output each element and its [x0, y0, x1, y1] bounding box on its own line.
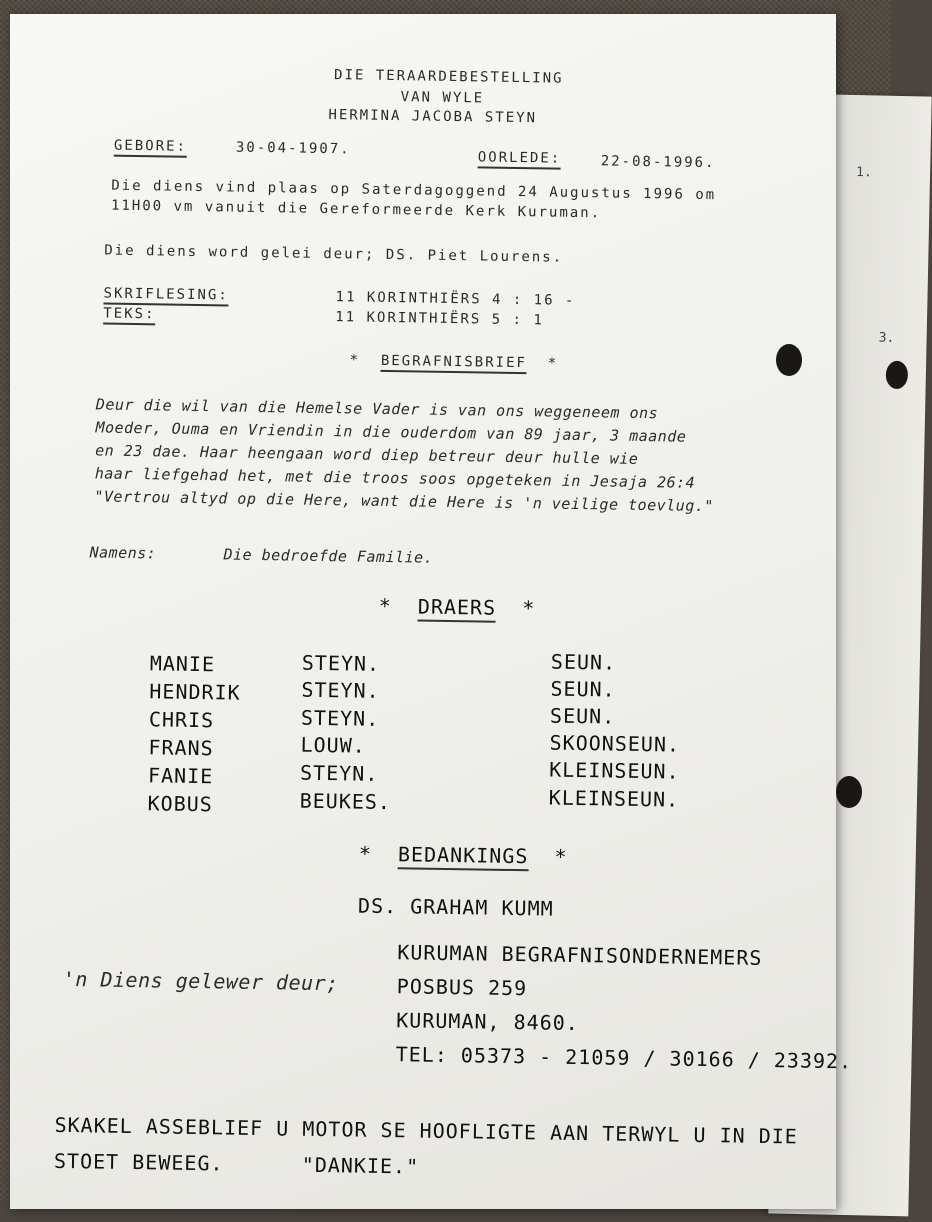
born-label: GEBORE: [114, 138, 187, 155]
scripture-value: 11 KORINTHIËRS 4 : 16 - [335, 289, 576, 309]
died-label: OORLEDE: [478, 149, 562, 166]
officiant-line: Die diens word gelei deur; DS. Piet Lourens. [104, 242, 564, 266]
footer-line-1: SKAKEL ASSEBLIEF U MOTOR SE HOOFLIGTE AAN TERWYL U IN DIE [54, 1112, 798, 1149]
funeral-program-page [10, 14, 853, 1209]
bearer-6-first: KOBUS [147, 791, 214, 817]
bearer-3-first: CHRIS [148, 707, 215, 733]
letter-line-4: haar liefgehad het, met die troos soos opgeteken in Jesaja 26:4 [94, 464, 696, 492]
bearer-4-last: LOUW. [300, 732, 366, 758]
bearer-1-relation: SEUN. [550, 649, 617, 675]
text-value: 11 KORINTHIËRS 5 : 1 [335, 309, 544, 329]
bearer-5-relation: KLEINSEUN. [549, 757, 680, 784]
adjacent-page-mark-2: 3. [878, 330, 895, 346]
undertaker-name: KURUMAN BEGRAFNISONDERNEMERS [397, 940, 763, 970]
punch-hole [776, 344, 802, 376]
thanks-heading: * BEDANKINGS * [359, 842, 568, 869]
undertaker-phone: TEL: 05373 - 21059 / 30166 / 23392. [395, 1042, 853, 1074]
text-label: TEKS: [103, 306, 155, 323]
bearer-1-last: STEYN. [301, 650, 381, 676]
punch-hole [836, 776, 862, 808]
bearer-4-relation: SKOONSEUN. [549, 730, 681, 757]
service-line-1: Die diens vind plaas op Saterdagoggend 24 Augustus 1996 om [111, 177, 717, 204]
bearer-4-first: FRANS [148, 735, 214, 761]
thanks-name: DS. GRAHAM KUMM [357, 893, 554, 921]
letter-line-1: Deur die wil van die Hemelse Vader is van ons weggeneem ons [95, 395, 659, 423]
bearer-5-last: STEYN. [299, 760, 379, 786]
scripture-label: SKRIFLESING: [103, 286, 228, 304]
bearer-6-last: BEUKES. [299, 788, 392, 815]
title-line-3: HERMINA JACOBA STEYN [328, 107, 538, 127]
bearer-2-first: HENDRIK [149, 679, 241, 705]
born-date: 30-04-1907. [235, 139, 351, 158]
bearer-6-relation: KLEINSEUN. [548, 785, 680, 812]
bearer-2-relation: SEUN. [550, 676, 616, 702]
adjacent-page-mark-1: 1. [855, 165, 872, 181]
letter-line-2: Moeder, Ouma en Vriendin in die ouderdom van 89 jaar, 3 maande [95, 418, 687, 446]
bearer-3-last: STEYN. [300, 705, 380, 731]
letter-line-3: en 23 dae. Haar heengaan word diep betreur deur hulle wie [95, 441, 639, 468]
footer-line-2: STOET BEWEEG. "DANKIE." [53, 1148, 420, 1179]
bearer-2-last: STEYN. [301, 677, 380, 703]
service-line-2: 11H00 vm vanuit die Gereformeerde Kerk Kuruman. [110, 197, 602, 222]
bearer-3-relation: SEUN. [549, 703, 616, 729]
bearers-heading: * DRAERS * [379, 594, 536, 620]
bearer-5-first: FANIE [147, 763, 214, 789]
on-behalf-label: Namens: [89, 543, 157, 563]
title-line-2: VAN WYLE [400, 89, 485, 107]
undertaker-city: KURUMAN, 8460. [396, 1008, 579, 1036]
letter-line-5: "Vertrou altyd op die Here, want die Here is 'n veilige toevlug." [94, 487, 714, 516]
title-line-1: DIE TERAARDEBESTELLING [333, 67, 564, 87]
undertaker-pobox: POSBUS 259 [396, 974, 528, 1001]
died-date: 22-08-1996. [600, 153, 716, 172]
punch-hole [886, 361, 909, 389]
on-behalf-value: Die bedroefde Familie. [223, 545, 434, 567]
service-provided-by: 'n Diens gelewer deur; [62, 966, 339, 996]
letter-heading: * BEGRAFNISBRIEF * [349, 352, 558, 371]
bearer-1-first: MANIE [149, 651, 216, 677]
